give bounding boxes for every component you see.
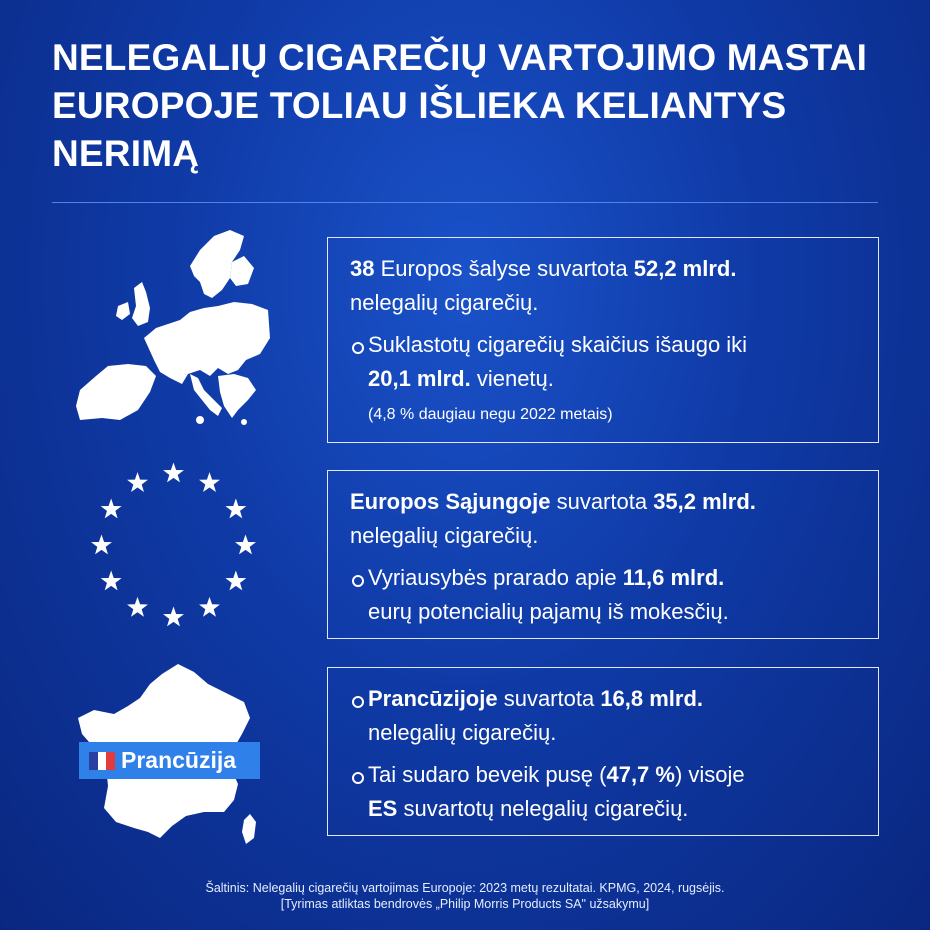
page-title	[52, 34, 892, 178]
france-stats-card	[327, 667, 879, 836]
source-line-2: [Tyrimas atliktas bendrovės „Philip Morris Products SA" užsakymu]	[280, 897, 650, 911]
eu-star-icon	[199, 472, 220, 492]
eu-star-icon	[225, 499, 246, 519]
source-line-1: Šaltinis: Nelegalių cigarečių vartojimas Europoje: 2023 metų rezultatai. KPMG, 2024, rugsėjis.	[205, 881, 725, 895]
title-line-1: NELEGALIŲ CIGAREČIŲ VARTOJIMO MASTAI	[52, 37, 868, 78]
eu-stats-card	[327, 470, 879, 639]
eu-star-icon	[127, 597, 148, 617]
europe-stats-card	[327, 237, 879, 443]
eu-stats-subline: nelegalių cigarečių.	[350, 523, 539, 548]
french-flag-icon	[89, 752, 115, 770]
europe-stats-subline: nelegalių cigarečių.	[350, 290, 539, 315]
tax-loss-bullet: Vyriausybės prarado apie 11,6 mlrd. eurų potencialių pajamų iš mokesčių.	[350, 561, 858, 629]
europe-map-icon	[72, 228, 272, 428]
counterfeit-bullet: Suklastotų cigarečių skaičius išaugo iki 20,1 mlrd. vienetų.	[350, 328, 858, 396]
eu-star-icon	[163, 607, 184, 627]
eu-star-icon	[163, 463, 184, 483]
eu-stars-icon	[86, 458, 261, 633]
title-line-3: NERIMĄ	[52, 133, 200, 174]
eu-star-icon	[235, 535, 256, 555]
title-divider	[52, 202, 878, 203]
eu-star-icon	[91, 535, 112, 555]
eu-star-icon	[101, 499, 122, 519]
france-stats-bullet: Prancūzijoje suvartota 16,8 mlrd. nelegalių cigarečių.	[350, 682, 858, 750]
title-line-2: EUROPOJE TOLIAU IŠLIEKA KELIANTYS	[52, 85, 787, 126]
france-badge	[79, 742, 260, 779]
growth-note: (4,8 % daugiau negu 2022 metais)	[368, 406, 613, 423]
eu-stats-headline: Europos Sąjungoje suvartota 35,2 mlrd.	[350, 489, 756, 514]
source-footer	[0, 880, 930, 912]
eu-star-icon	[127, 472, 148, 492]
europe-stats-headline: 38 Europos šalyse suvartota 52,2 mlrd.	[350, 256, 737, 281]
france-badge-label: Prancūzija	[121, 747, 237, 773]
eu-star-icon	[225, 571, 246, 591]
eu-star-icon	[101, 571, 122, 591]
share-bullet: Tai sudaro beveik pusę (47,7 %) visoje ES suvartotų nelegalių cigarečių.	[350, 758, 858, 826]
eu-star-icon	[199, 597, 220, 617]
